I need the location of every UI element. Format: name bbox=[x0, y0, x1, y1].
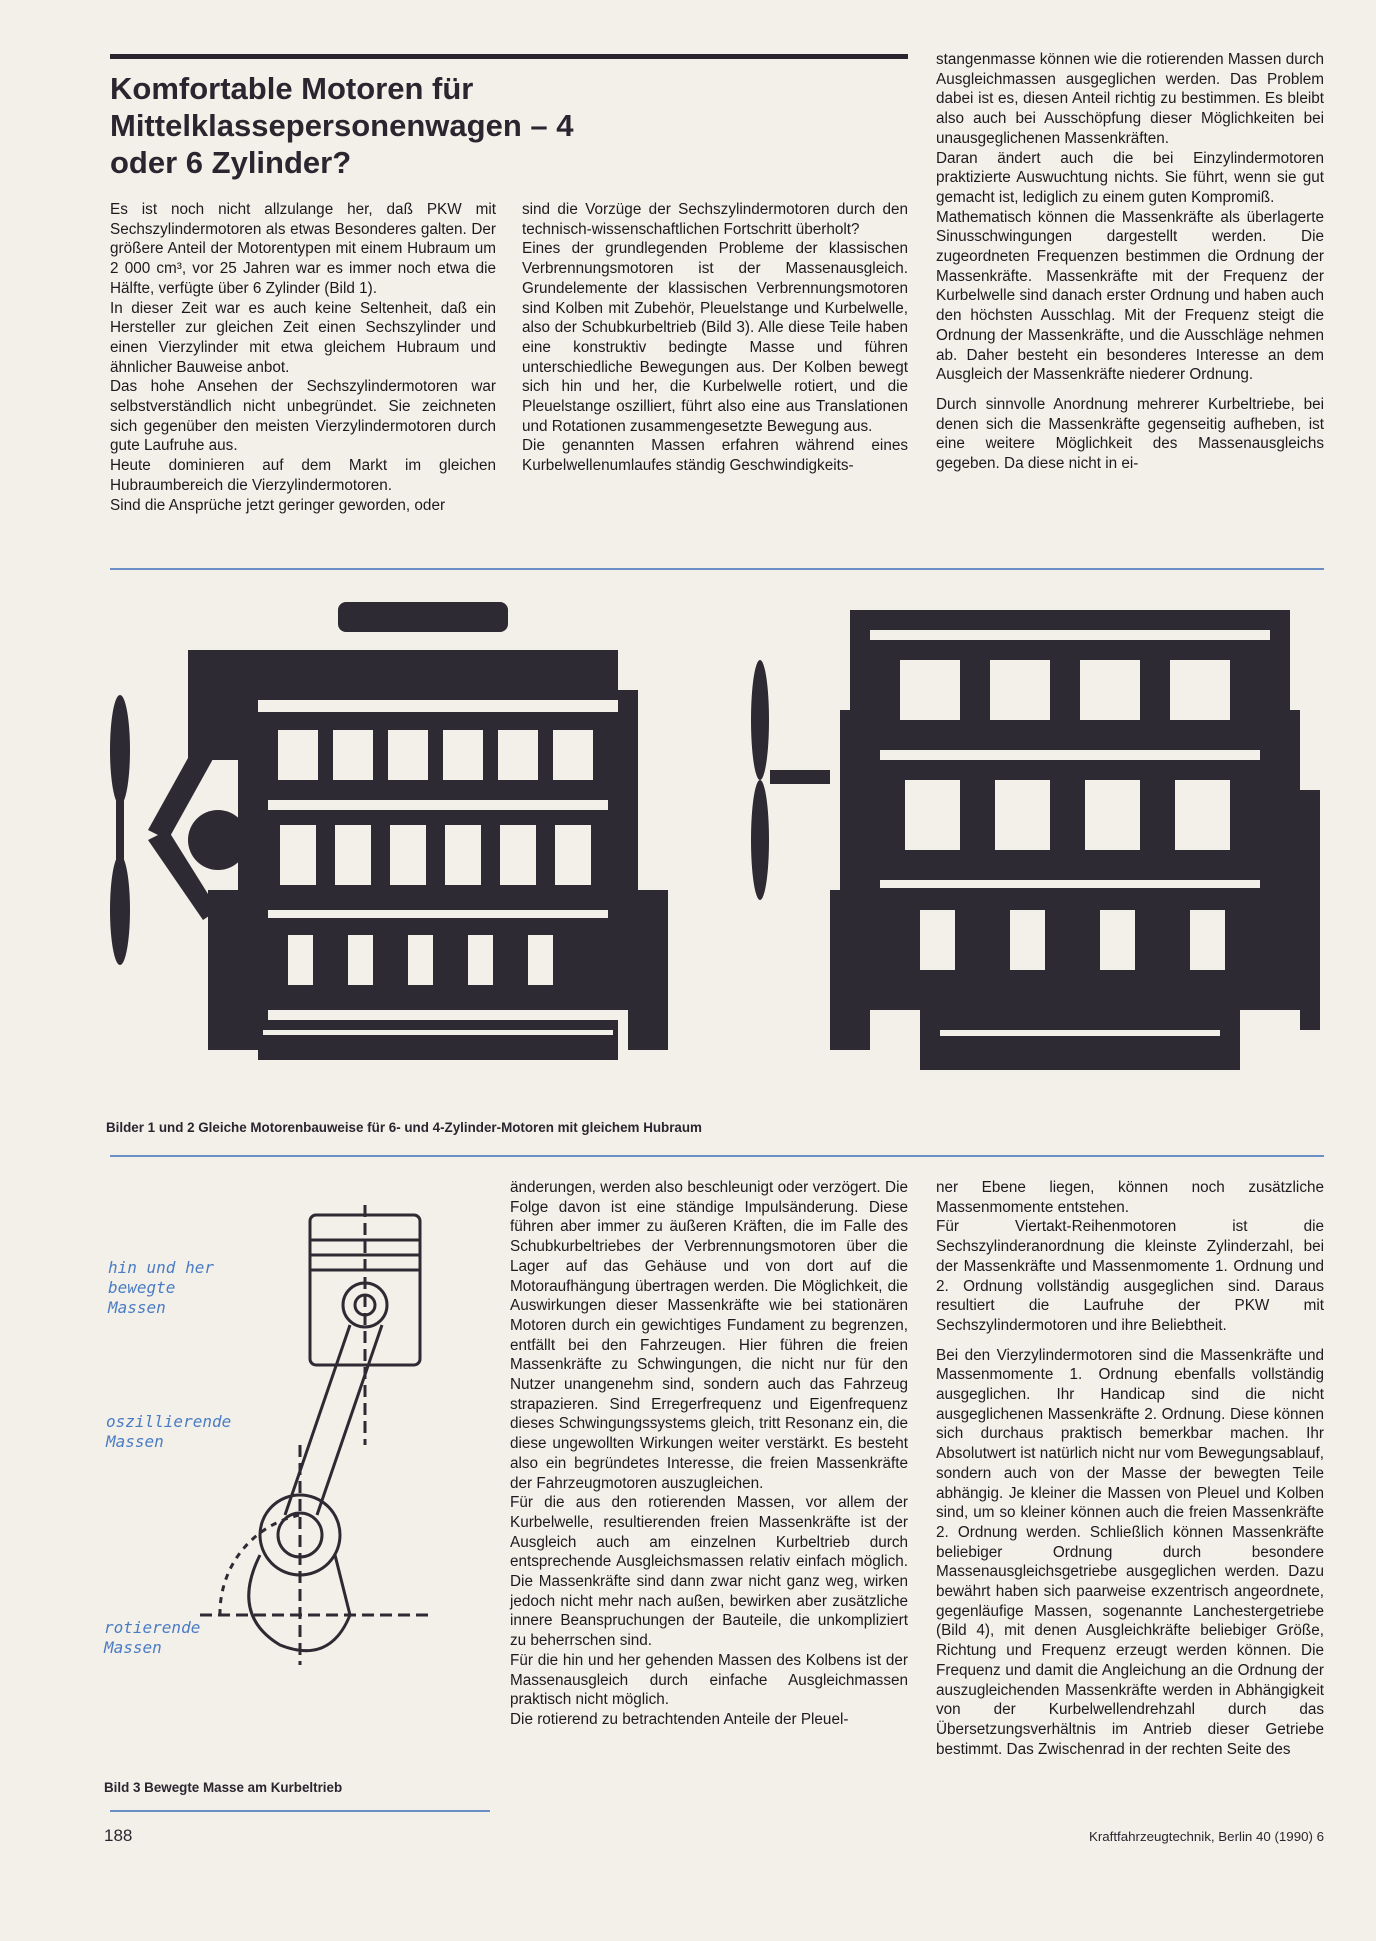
paragraph: Sind die Ansprüche jetzt geringer geworden, oder bbox=[110, 496, 446, 514]
paragraph: änderungen, werden also beschleunigt oder verzögert. Die Folge davon ist eine ständige Impulsänderung. Diese führen aber immer zu äußeren Kräften, die im Falle des Schubkurbeltriebes der Verbrennungsmotoren über die Lager auf das Gehäuse und von dort auf die Motoraufhängung übertragen werden. Die Möglichkeit, die Auswirkungen dieser Massenkräfte wie bei stationären Motoren durch ein gewichtiges Fundament zu begrenzen, entfällt bei den Fahrzeugen. Hier führen die freien Massenkräfte zu Schwingungen, die nicht nur für den Nutzer unangenehm sind, sondern auch das Fahrzeug strapazieren. Sind Erregerfrequenz und Eigenfrequenz dieses Schwingungssystems gleich, tritt Resonanz ein, die diese ungewollten Wirkungen weiter verstärkt. Es besteht also ein begründetes Interesse, die freien Massenkräfte der Fahrzeugmotoren auszugleichen. bbox=[510, 1179, 908, 1492]
paragraph: Die rotierend zu betrachtenden Anteile der Pleuel- bbox=[510, 1710, 849, 1728]
text-column-2 bbox=[522, 200, 908, 476]
title-rule bbox=[110, 54, 908, 59]
paragraph: Die genannten Massen erfahren während eines Kurbelwellenumlaufes ständig Geschwindigkeits- bbox=[522, 437, 908, 475]
separator-line bbox=[110, 1155, 1324, 1157]
paragraph: Bei den Vierzylindermotoren sind die Massenkräfte und Massenmomente 1. Ordnung ebenfalls vollständig ausgeglichen. Ihr Handicap sind die nicht ausgeglichenen Massenkräfte 2. Ordnung. Diese können sich durchaus praktisch bemerkbar machen. Ihr Absolutwert ist natürlich nicht nur vom Bewegungsablauf, sondern auch von der Masse der bewegten Teile abhängig. Je kleiner die Massen von Pleuel und Kolben sind, um so kleiner können auch die freien Massenkräfte 2. Ordnung werden. Schließlich können Massenkräfte beliebiger Ordnung durch besondere Massenausgleichsgetriebe ausgeglichen werden. Dazu bewährt haben sich paarweise exzentrisch angeordnete, gegenläufige Massen, sogenannte Lanchestergetriebe (Bild 4), mit denen Ausgleichkräfte beliebiger Größe, Richtung und Frequenz erzeugt werden können. Die Frequenz und damit die Angleichung an die Ordnung der auszugleichenden Massenkräfte werden in Abhängigkeit von der Kurbelwellendrehzahl durch das Übersetzungsverhältnis im Antrieb dieser Getriebe bestimmt. Das Zwischenrad in der rechten Seite des bbox=[936, 1346, 1324, 1758]
paragraph: Das hohe Ansehen der Sechszylindermotoren war selbstverständlich nicht unbegründet. Sie zeichneten sich gegenüber den meisten Vierzylindermotoren durch gute Laufruhe aus. bbox=[110, 378, 496, 455]
four-cylinder-engine-illustration bbox=[740, 590, 1330, 1090]
paragraph: Daran ändert auch die bei Einzylindermotoren praktizierte Auswuchtung nichts. Sie führt, wenn sie gut gemacht ist, lediglich zu einem guten Kompromiß. bbox=[936, 149, 1324, 206]
separator-line bbox=[110, 1810, 490, 1812]
text-column-1 bbox=[110, 200, 496, 515]
journal-citation: Kraftfahrzeugtechnik, Berlin 40 (1990) 6 bbox=[1088, 1829, 1324, 1844]
paragraph: In dieser Zeit war es auch keine Seltenheit, daß ein Hersteller zur gleichen Zeit einen Sechszylinder und einen Vierzylinder mit etwa gleichem Hubraum und ähnlicher Bauweise anbot. bbox=[110, 299, 496, 376]
page-number: 188 bbox=[104, 1826, 133, 1845]
text-column-5 bbox=[936, 1178, 1324, 1759]
annotation-oscillating-masses: oszillierende Massen bbox=[106, 1412, 232, 1451]
paragraph: Für Viertakt-Reihenmotoren ist die Sechszylinderanordnung die kleinste Zylinderzahl, bei der Massenkräfte und Massenmomente 1. Ordnung und 2. Ordnung vollständig ausgeglichen sind. Daraus resultiert die Laufruhe der PKW mit Sechszylindermotoren und ihre Beliebtheit. bbox=[936, 1218, 1324, 1334]
annotation-rotating-masses: rotierende Massen bbox=[104, 1618, 201, 1657]
article-title: Komfortable Motoren für Mittelklassepersonenwagen – 4 oder 6 Zylinder? bbox=[110, 71, 574, 180]
paragraph: Für die hin und her gehenden Massen des Kolbens ist der Massenausgleich durch einfache Ausgleichmassen praktisch nicht möglich. bbox=[510, 1651, 908, 1709]
paragraph: Für die aus den rotierenden Massen, vor allem der Kurbelwelle, resultierenden freien Massenkräfte ist der Ausgleich auch am einzelnen Kurbeltrieb durch entsprechende Ausgleichsmassen relativ einfach möglich. Die Massenkräfte sind dann zwar nicht ganz weg, wirken jedoch nicht mehr nach außen, bewirken aber zusätzliche innere Beanspruchungen der Bauteile, die unkompliziert zu beherrschen sind. bbox=[510, 1494, 908, 1650]
paragraph: Es ist noch nicht allzulange her, daß PKW mit Sechszylindermotoren als etwas Besonderes galten. Der größere Anteil der Motorentypen mit einem Hubraum um 2 000 cm³, vor 25 Jahren war es immer noch etwa die Hälfte, verfügte über 6 Zylinder (Bild 1). bbox=[110, 201, 496, 297]
separator-line bbox=[110, 568, 1324, 570]
text-column-4 bbox=[510, 1178, 908, 1730]
paragraph: Eines der grundlegenden Probleme der klassischen Verbrennungsmotoren ist der Massenausgleich. Grundelemente der klassischen Verbrennungsmotoren sind Kolben mit Zubehör, Pleuelstange und Kurbelwelle, also der Schubkurbeltrieb (Bild 3). Alle diese Teile haben eine konstruktiv bedingte Masse und führen unterschiedliche Bewegungen aus. Der Kolben bewegt sich hin und her, die Kurbelwelle rotiert, und die Pleuelstange oszilliert, führt also eine aus Translationen und Rotationen zusammengesetzte Bewegung aus. bbox=[522, 240, 908, 435]
paragraph: ner Ebene liegen, können noch zusätzliche Massenmomente entstehen. bbox=[936, 1179, 1324, 1216]
figure-caption-1-2: Bilder 1 und 2 Gleiche Motorenbauweise für 6- und 4-Zylinder-Motoren mit gleichem Hubraum bbox=[106, 1120, 702, 1135]
paragraph: stangenmasse können wie die rotierenden Massen durch Ausgleichmassen ausgeglichen werden. Das Problem dabei ist es, diesen Anteil richtig zu bestimmen. Es bleibt also auch bei Ausschöpfung dieser Möglichkeiten bei unausgeglichenen Massenkräften. bbox=[936, 51, 1324, 147]
paragraph: Mathematisch können die Massenkräfte als überlagerte Sinusschwingungen dargestellt werden. Die zugeordneten Frequenzen bestimmen die Ordnung der Massenkräfte. Massenkräfte mit der Frequenz der Kurbelwelle sind danach erster Ordnung und haben auch den höchsten Ausschlag. Mit der Frequenz steigt die Ordnung der Massenkräfte, und die Ausschläge nehmen ab. Daher besteht ein besonderes Interesse an dem Ausgleich der Massenkräfte niederer Ordnung. bbox=[936, 208, 1324, 384]
text-column-3 bbox=[936, 50, 1324, 474]
annotation-reciprocating-masses: hin und her bewegte Massen bbox=[108, 1258, 214, 1317]
paragraph: sind die Vorzüge der Sechszylindermotoren durch den technisch-wissenschaftlichen Fortschritt überholt? bbox=[522, 201, 908, 238]
paragraph: Heute dominieren auf dem Markt im gleichen Hubraumbereich die Vierzylindermotoren. bbox=[110, 457, 496, 494]
figure-caption-3: Bild 3 Bewegte Masse am Kurbeltrieb bbox=[104, 1780, 343, 1795]
paragraph: Durch sinnvolle Anordnung mehrerer Kurbeltriebe, bei denen sich die Massenkräfte gegenseitig aufheben, ist eine weitere Möglichkeit des Massenausgleichs gegeben. Da diese nicht in ei- bbox=[936, 395, 1324, 473]
six-cylinder-engine-illustration bbox=[108, 590, 708, 1090]
